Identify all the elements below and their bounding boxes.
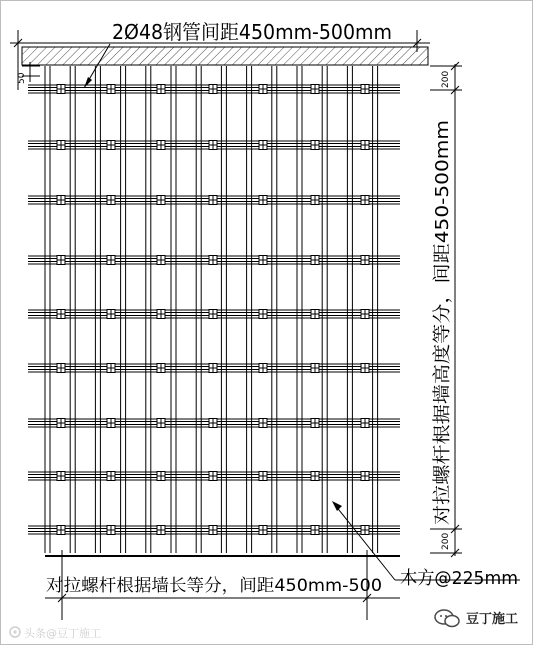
tie-bolt (157, 85, 165, 94)
chat-bubble-icon (435, 610, 459, 627)
tie-bolt (157, 196, 165, 205)
dimension-50-label: 50 (17, 72, 27, 84)
tie-bolt (259, 526, 267, 535)
camera-icon (10, 627, 20, 637)
tie-bolt (311, 85, 319, 94)
tie-bolt (361, 472, 369, 481)
wood-note: 木方@225mm (400, 568, 518, 589)
tie-bolt (209, 419, 217, 428)
tie-bolt (57, 85, 65, 94)
tie-bolt (157, 419, 165, 428)
right-note: 对拉螺杆根据墙高度等分，间距450-500mm (432, 162, 453, 525)
tie-bolt (311, 364, 319, 373)
tie-bolt (157, 141, 165, 150)
tie-bolt (259, 419, 267, 428)
tie-bolt (107, 364, 115, 373)
top-note: 2Ø48钢管间距450mm-500mm (112, 20, 392, 44)
tie-bolt (107, 526, 115, 535)
tie-bolt (361, 141, 369, 150)
tie-bolt (209, 364, 217, 373)
tie-bolt (311, 256, 319, 265)
tie-bolt (57, 310, 65, 319)
tie-bolt (311, 419, 319, 428)
tie-bolt (209, 256, 217, 265)
tie-bolt (107, 141, 115, 150)
tie-bolt (107, 310, 115, 319)
tie-bolt (157, 472, 165, 481)
tie-bolt (259, 310, 267, 319)
tie-bolt (361, 526, 369, 535)
tie-bolt (107, 85, 115, 94)
tie-bolt (157, 526, 165, 535)
tie-bolt (259, 196, 267, 205)
tie-bolt (311, 310, 319, 319)
tie-bolt (209, 141, 217, 150)
tie-bolt (107, 256, 115, 265)
tie-bolt (57, 196, 65, 205)
tie-bolt (107, 196, 115, 205)
tie-bolt (157, 364, 165, 373)
tie-bolt (157, 310, 165, 319)
tie-bolt (209, 196, 217, 205)
tie-bolt (157, 256, 165, 265)
tie-bolt (311, 141, 319, 150)
tie-bolt (361, 196, 369, 205)
tie-bolt (259, 364, 267, 373)
tie-bolt (259, 256, 267, 265)
tie-bolt (259, 85, 267, 94)
tie-bolt (209, 310, 217, 319)
tie-bolt (209, 85, 217, 94)
tie-bolt (57, 472, 65, 481)
tie-bolt (361, 85, 369, 94)
tie-bolt (259, 141, 267, 150)
tie-bolt (361, 419, 369, 428)
tie-bolt (209, 472, 217, 481)
tie-bolt (311, 196, 319, 205)
tie-bolt (57, 141, 65, 150)
top-slab (22, 47, 428, 65)
brand-name: 豆丁施工 (466, 612, 519, 627)
tie-bolt (311, 472, 319, 481)
tie-bolt (57, 419, 65, 428)
tie-bolt (57, 526, 65, 535)
tie-bolt (107, 472, 115, 481)
tie-bolt (209, 526, 217, 535)
tie-bolt (57, 256, 65, 265)
bottom-note: 对拉螺杆根据墙长等分，间距450mm-500 (46, 576, 372, 596)
tie-bolt (107, 419, 115, 428)
tie-bolt (311, 526, 319, 535)
watermark-left (10, 626, 101, 640)
watermark-left-text: 头条@豆丁施工 (24, 627, 101, 640)
tie-bolt (259, 472, 267, 481)
tie-bolt (57, 364, 65, 373)
tie-bolt (361, 256, 369, 265)
tie-bolt (361, 310, 369, 319)
tie-bolt (361, 364, 369, 373)
dimension-200-bottom: 200 (441, 532, 451, 550)
watermark-brand (435, 610, 518, 627)
dimension-200-top: 200 (441, 70, 451, 88)
